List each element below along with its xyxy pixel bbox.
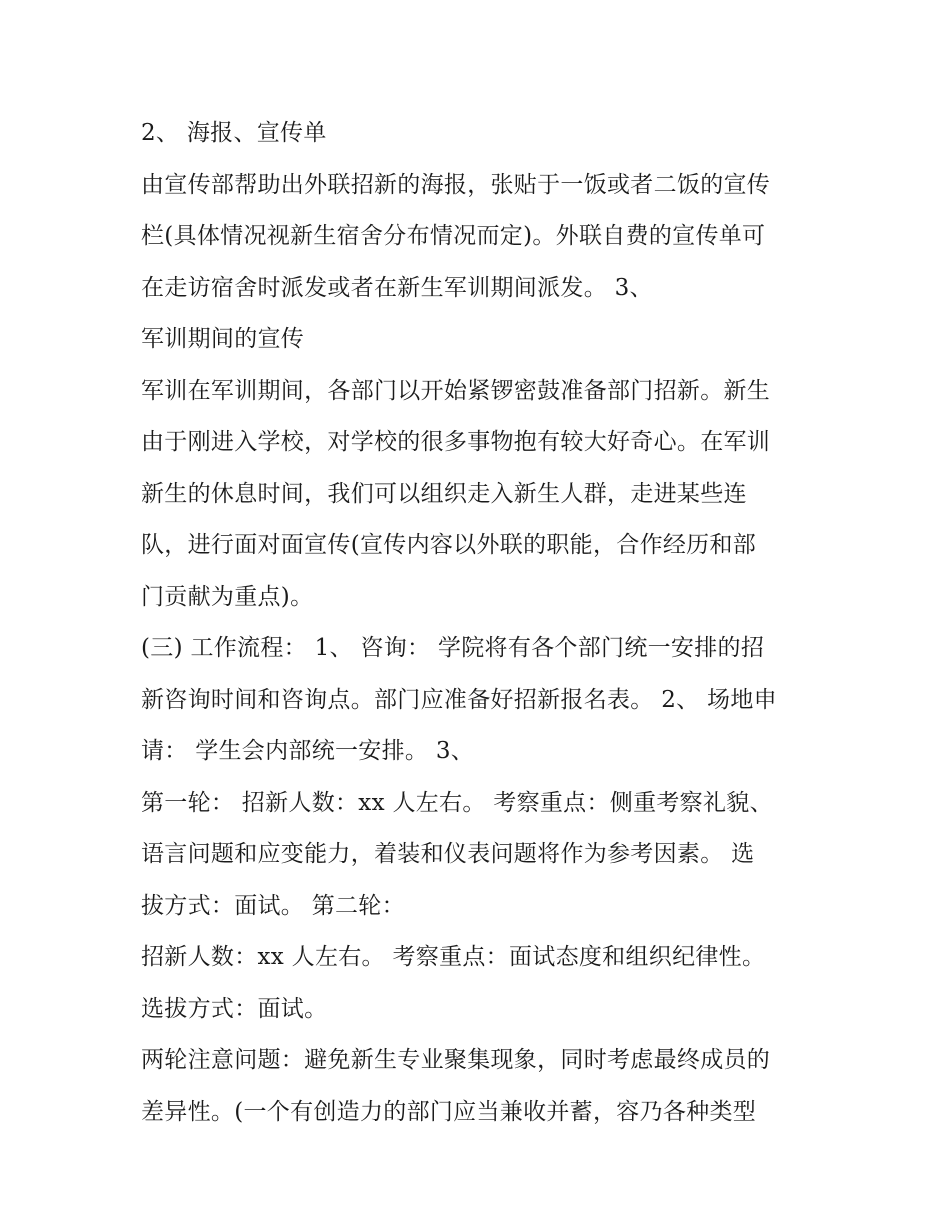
text-line: 第一轮： 招新人数：xx 人左右。 考察重点：侧重考察礼貌、 — [141, 789, 773, 816]
text-line: 语言问题和应变能力，着装和仪表问题将作为参考因素。 选 — [141, 841, 755, 867]
text-line: 新咨询时间和咨询点。部门应准备好招新报名表。 2、 场地申 — [141, 686, 777, 713]
text-line: 门贡献为重点)。 — [141, 583, 314, 610]
text-line: 两轮注意问题：避免新生专业聚集现象，同时考虑最终成员的 — [141, 1047, 771, 1073]
text-line: 在走访宿舍时派发或者在新生军训期间派发。 3、 — [141, 274, 653, 301]
text-line: 军训期间的宣传 — [141, 326, 305, 352]
document-body — [141, 108, 821, 1138]
text-line: 由于刚进入学校，对学校的很多事物抱有较大好奇心。在军训 — [141, 429, 771, 455]
text-line: 栏(具体情况视新生宿舍分布情况而定)。外联自费的宣传单可 — [141, 223, 766, 249]
text-line: 由宣传部帮助出外联招新的海报，张贴于一饭或者二饭的宣传 — [141, 171, 771, 198]
text-line: 新生的休息时间，我们可以组织走入新生人群，走进某些连 — [141, 480, 747, 507]
text-line: 拔方式：面试。 第二轮： — [141, 892, 405, 919]
text-line: 请： 学生会内部统一安排。 3、 — [141, 738, 475, 764]
text-line: 队，进行面对面宣传(宣传内容以外联的职能，合作经历和部 — [141, 532, 757, 558]
text-line: (三) 工作流程： 1、 咨询： 学院将有各个部门统一安排的招 — [141, 635, 765, 661]
text-line: 选拔方式：面试。 — [141, 995, 328, 1022]
text-line: 差异性。(一个有创造力的部门应当兼收并蓄，容乃各种类型 — [141, 1098, 757, 1125]
text-line: 2、 海报、宣传单 — [141, 120, 327, 146]
text-line: 军训在军训期间，各部门以开始紧锣密鼓准备部门招新。新生 — [141, 377, 771, 404]
text-line: 招新人数：xx 人左右。 考察重点：面试态度和组织纪律性。 — [141, 944, 766, 970]
